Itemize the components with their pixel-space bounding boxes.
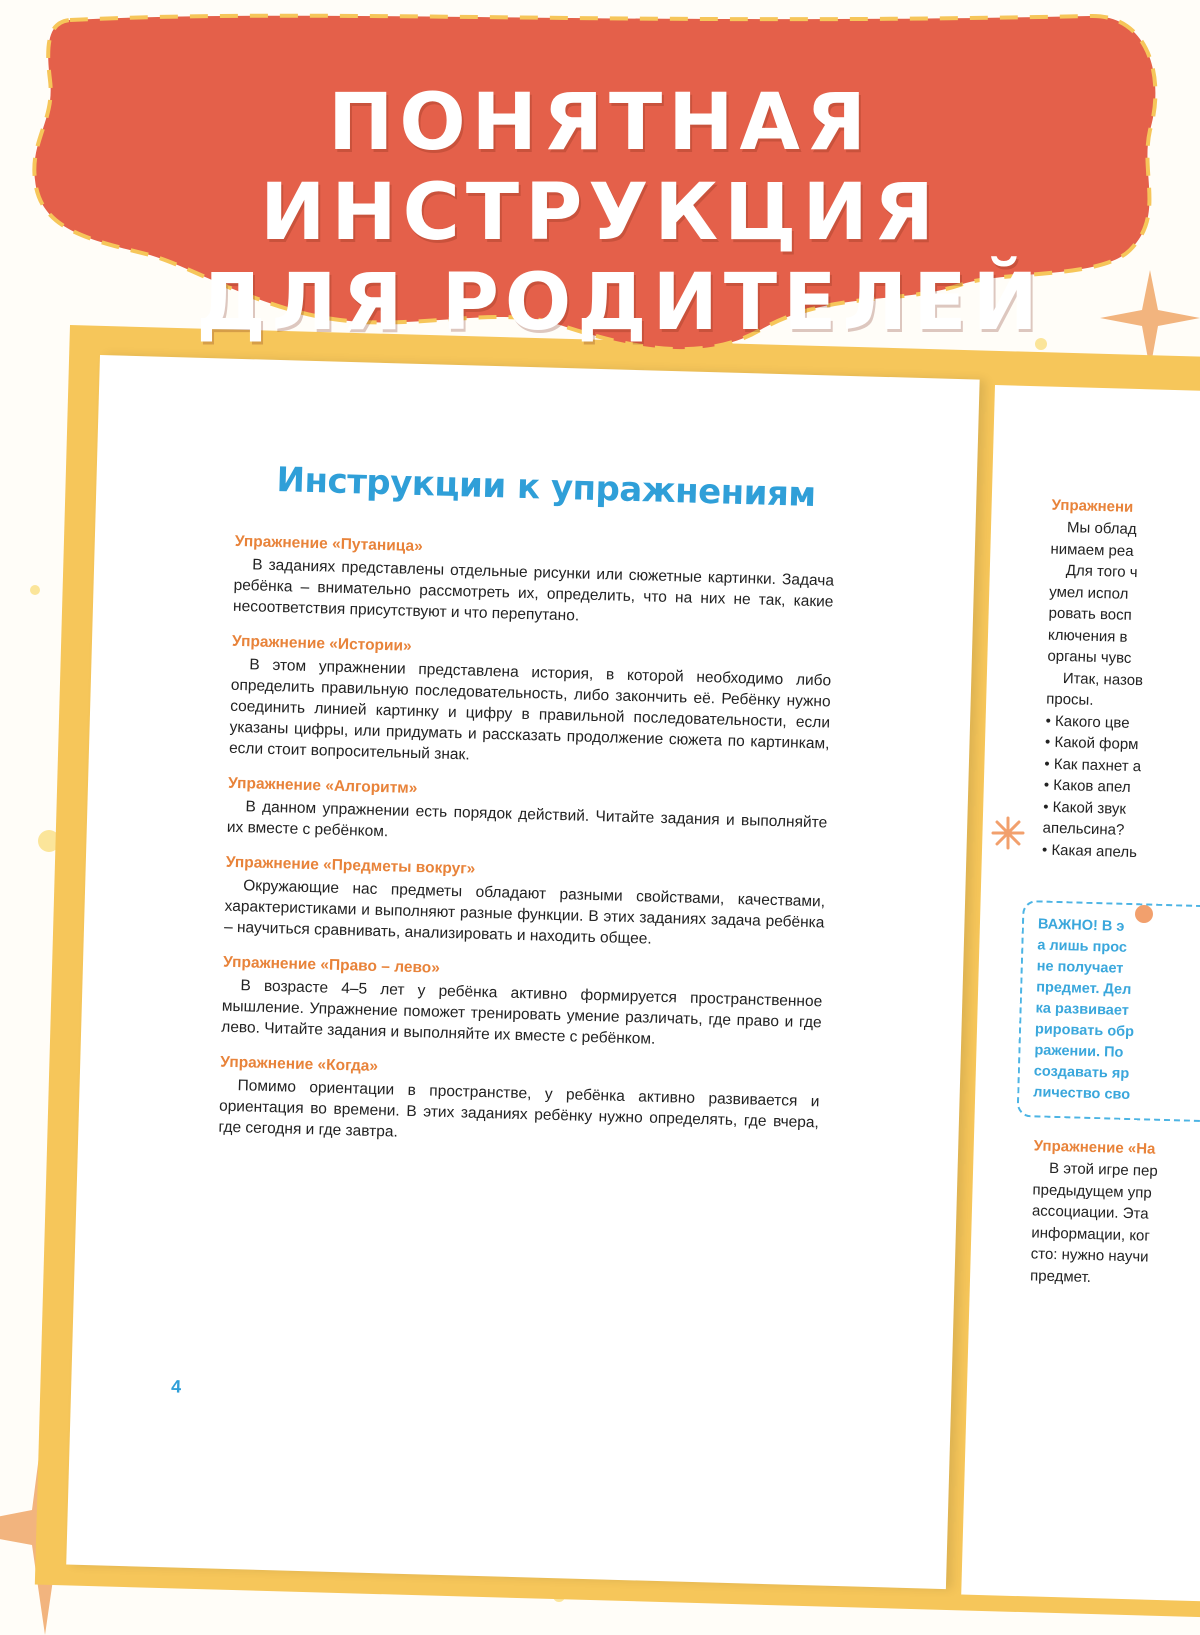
- right-text-line: просы.: [1046, 690, 1094, 709]
- exercise-description: В заданиях представлены отдельные рисунки или сюжетные картинки. Задача ребёнка – внимательно рассмотреть их, определить, что на них не так, какие несоответствия присутствуют и что перепутано.: [232, 556, 835, 625]
- right-page-content: [1030, 497, 1200, 1294]
- right-text-line: • Каков апел: [1043, 776, 1131, 796]
- right-text-line: органы чувс: [1047, 647, 1132, 667]
- exercise-title: Упражнение «Право – лево»: [222, 953, 441, 977]
- important-note-box: [1017, 900, 1200, 1125]
- decor-dot: [1135, 905, 1153, 923]
- important-text-line: создавать яр: [1033, 1063, 1130, 1083]
- right-text-line: • Какого цве: [1045, 712, 1130, 732]
- right-text-line: Мы облад: [1066, 519, 1137, 539]
- right-text-line: ассоциации. Эта: [1031, 1202, 1149, 1223]
- exercise-description: В данном упражнении есть порядок действий. Читайте задания и выполняйте их вместе с ребёнком.: [226, 798, 828, 841]
- left-page-content: [218, 459, 837, 1170]
- banner-line-1: ПОНЯТНАЯ ИНСТРУКЦИЯ: [260, 78, 940, 258]
- exercise-section: [227, 775, 829, 855]
- exercise-description: В этом упражнении представлена история, в которой необходимо либо определить правильную последовательность, либо закончить её. Ребёнку нужно соединить линией картинку и цифру в правильной последовательности, если указаны цифры, или придумать и рассказать продолжение сюжета по картинкам, если стоит вопросительный знак.: [228, 656, 832, 764]
- right-text-line: ключения в: [1047, 626, 1128, 646]
- right-text-line: предыдущем упр: [1032, 1180, 1152, 1202]
- page-title: Инструкции к упражнениям: [276, 459, 817, 516]
- decor-dot: [30, 585, 40, 595]
- important-text-line: предмет. Дел: [1035, 979, 1132, 999]
- important-text-line: не получает: [1036, 958, 1124, 977]
- exercise-description: Помимо ориентации в пространстве, у ребёнка активно развивается и ориентация во времени. В этих заданиях ребёнку нужно определять, где вчера, где сегодня и где завтра.: [218, 1077, 820, 1141]
- right-section-title: Упражнени: [1051, 496, 1134, 516]
- exercise-section: [221, 954, 823, 1055]
- important-label: ВАЖНО!: [1037, 916, 1099, 935]
- exercise-title: Упражнение «Путаница»: [234, 532, 423, 556]
- important-first-text: В э: [1097, 918, 1125, 935]
- exercise-title: Упражнение «Предметы вокруг»: [225, 853, 476, 878]
- right-text-line: нимаем реа: [1050, 540, 1134, 560]
- right-text-line: • Какая апель: [1041, 840, 1138, 861]
- right-top-text: [1042, 517, 1200, 868]
- right-section-title-2: Упражнение «На: [1033, 1137, 1156, 1158]
- left-page: [66, 355, 979, 1589]
- page-number: 4: [170, 1376, 182, 1397]
- important-note-text: [1033, 935, 1200, 1110]
- banner-title: [40, 78, 1160, 348]
- right-text-line: Итак, назов: [1062, 669, 1144, 689]
- important-text-line: а лишь прос: [1037, 937, 1128, 956]
- right-text-line: информации, ког: [1031, 1223, 1151, 1245]
- right-page: [961, 385, 1200, 1602]
- important-text-line: личество сво: [1033, 1084, 1131, 1104]
- exercise-section: [224, 854, 826, 955]
- right-bottom-text: [1030, 1157, 1200, 1293]
- exercise-section: [233, 533, 835, 634]
- right-text-line: Для того ч: [1065, 562, 1138, 582]
- banner-line-2: ДЛЯ РОДИТЕЛЕЙ: [196, 258, 1044, 348]
- right-text-line: апельсина?: [1042, 819, 1125, 839]
- important-text-line: ражении. По: [1034, 1042, 1124, 1061]
- right-text-line: • Какой форм: [1044, 733, 1139, 754]
- exercise-description: Окружающие нас предметы обладают разными свойствами, качествами, характеристиками и выполняют разные функции. В этих заданиях задача ребёнка – научиться сравнивать, анализировать и находить общее.: [223, 877, 826, 948]
- important-text-line: рировать обр: [1034, 1021, 1135, 1041]
- exercise-section: [218, 1054, 820, 1155]
- right-text-line: предмет.: [1029, 1266, 1092, 1286]
- exercise-title: Упражнение «Алгоритм»: [227, 774, 418, 798]
- sections-list: [218, 533, 835, 1155]
- right-text-line: ровать восп: [1048, 604, 1132, 624]
- exercise-section: [229, 633, 832, 776]
- exercise-description: В возрасте 4–5 лет у ребёнка активно формируется пространственное мышление. Упражнение поможет тренировать умение различать, где право и где лево. Читайте задания и выполняйте их вместе с ребёнком.: [221, 977, 823, 1048]
- exercise-title: Упражнение «Истории»: [231, 632, 412, 655]
- right-text-line: • Как пахнет а: [1044, 755, 1142, 775]
- right-text-line: умел испол: [1049, 583, 1129, 603]
- right-text-line: сто: нужно научи: [1030, 1245, 1149, 1266]
- important-text-line: ка развивает: [1035, 1000, 1130, 1019]
- right-text-line: В этой игре пер: [1048, 1159, 1158, 1180]
- right-text-line: • Какой звук: [1043, 798, 1127, 818]
- sparkle-icon: [990, 815, 1026, 851]
- exercise-title: Упражнение «Когда»: [220, 1053, 379, 1076]
